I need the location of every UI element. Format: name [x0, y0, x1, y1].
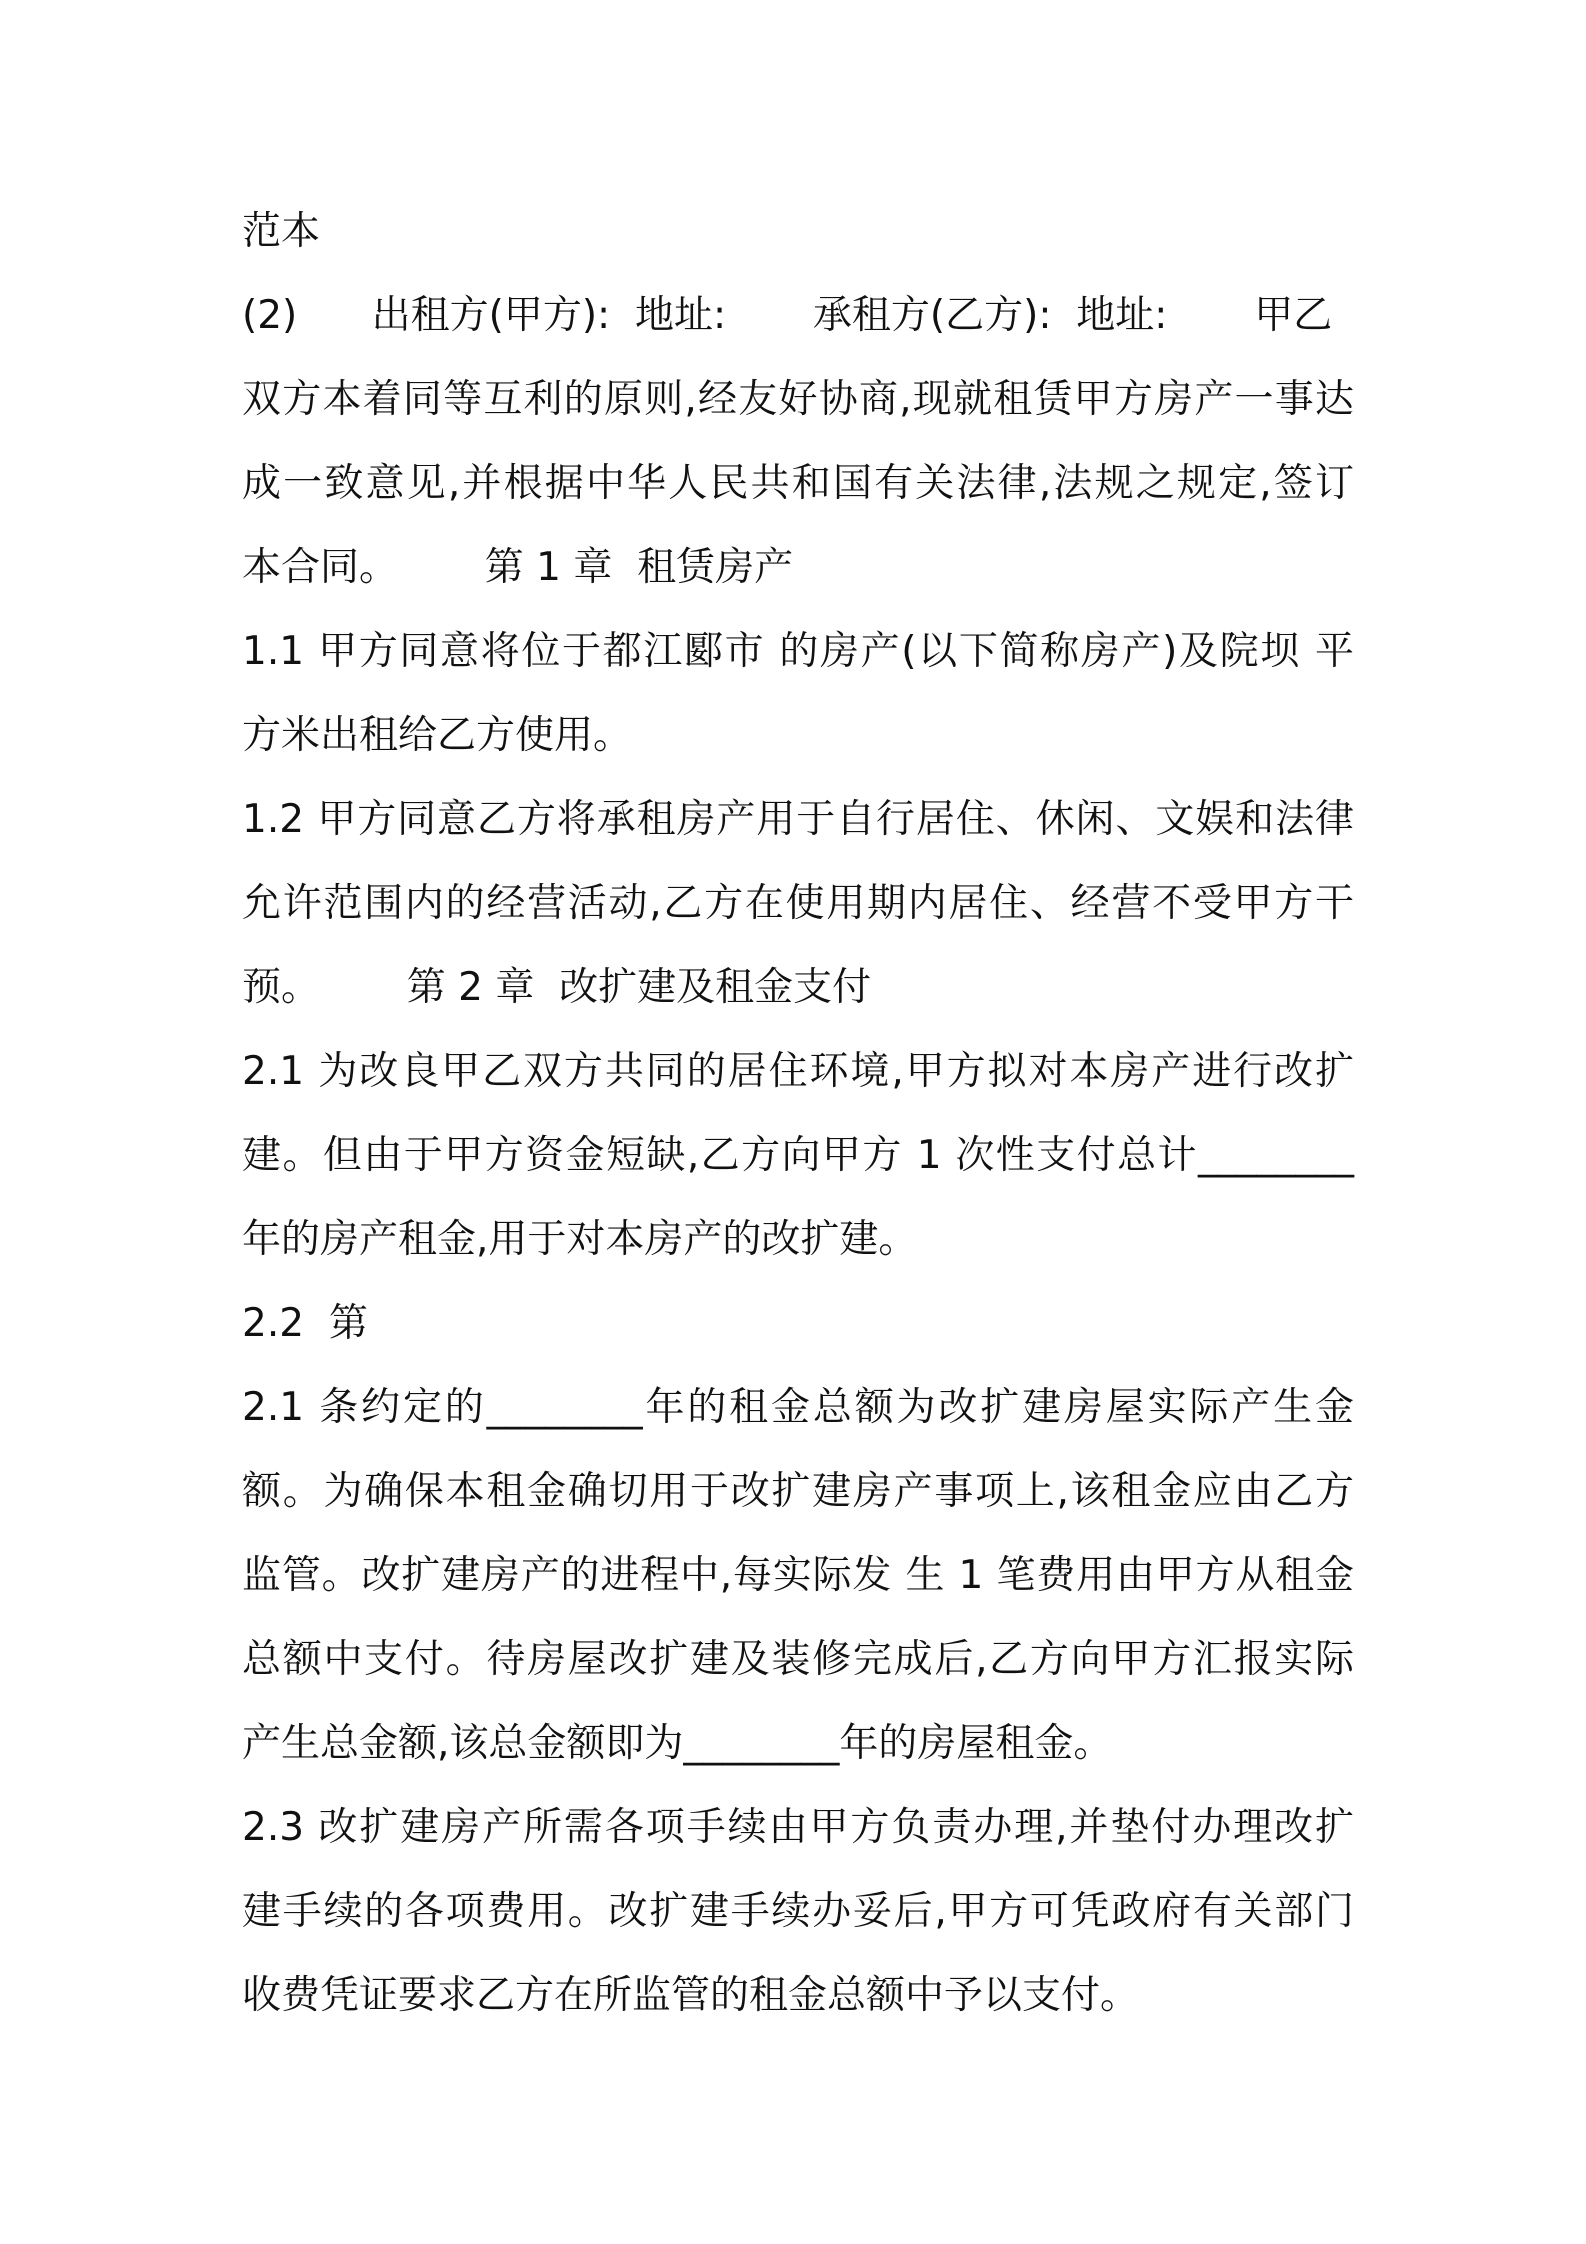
clause-2-2-line: 2.1 条约定的________年的租金总额为改扩建房屋实际产生金 [242, 1385, 1354, 1430]
clause-2-1-line: 年的房产租金,用于对本房产的改扩建。 [242, 1217, 918, 1262]
clause-2-2-line: 监管。改扩建房产的进程中,每实际发 生 1 笔费用由甲方从租金 [242, 1553, 1354, 1598]
clause-2-3-line: 2.3 改扩建房产所需各项手续由甲方负责办理,并垫付办理改扩 [242, 1805, 1354, 1850]
clause-1-1-line: 1.1 甲方同意将位于都江郾市 的房产(以下简称房产)及院坝 平 [242, 629, 1354, 674]
clause-2-3-line: 建手续的各项费用。改扩建手续办妥后,甲方可凭政府有关部门 [242, 1889, 1354, 1934]
clause-2-1-line: 建。但由于甲方资金短缺,乙方向甲方 1 次性支付总计________ [242, 1133, 1354, 1178]
preamble-line: 成一致意见,并根据中华人民共和国有关法律,法规之规定,签订 [242, 461, 1354, 506]
preamble-line: 双方本着同等互利的原则,经友好协商,现就租赁甲方房产一事达 [242, 377, 1354, 422]
doc-title: 范本 [242, 209, 321, 254]
clause-1-2-line: 允许范围内的经营活动,乙方在使用期内居住、经营不受甲方干 [242, 881, 1354, 926]
chapter-2-heading-line: 预。 第 2 章 改扩建及租金支付 [242, 965, 872, 1010]
contract-body [242, 190, 1354, 2038]
clause-2-2-line: 产生总金额,该总金额即为________年的房屋租金。 [242, 1721, 1113, 1766]
parties-line: (2) 出租方(甲方): 地址: 承租方(乙方): 地址: 甲乙 [242, 293, 1333, 338]
clause-2-2-line: 总额中支付。待房屋改扩建及装修完成后,乙方向甲方汇报实际 [242, 1637, 1354, 1682]
clause-2-2-line: 2.2 第 [242, 1301, 368, 1346]
clause-2-1-line: 2.1 为改良甲乙双方共同的居住环境,甲方拟对本房产进行改扩 [242, 1049, 1354, 1094]
clause-2-3-line: 收费凭证要求乙方在所监管的租金总额中予以支付。 [242, 1973, 1140, 2018]
chapter-1-heading-line: 本合同。 第 1 章 租赁房产 [242, 545, 794, 590]
clause-1-2-line: 1.2 甲方同意乙方将承租房产用于自行居住、休闲、文娱和法律 [242, 797, 1354, 842]
clause-1-1-line: 方米出租给乙方使用。 [242, 713, 633, 758]
clause-2-2-line: 额。为确保本租金确切用于改扩建房产事项上,该租金应由乙方 [242, 1469, 1354, 1514]
